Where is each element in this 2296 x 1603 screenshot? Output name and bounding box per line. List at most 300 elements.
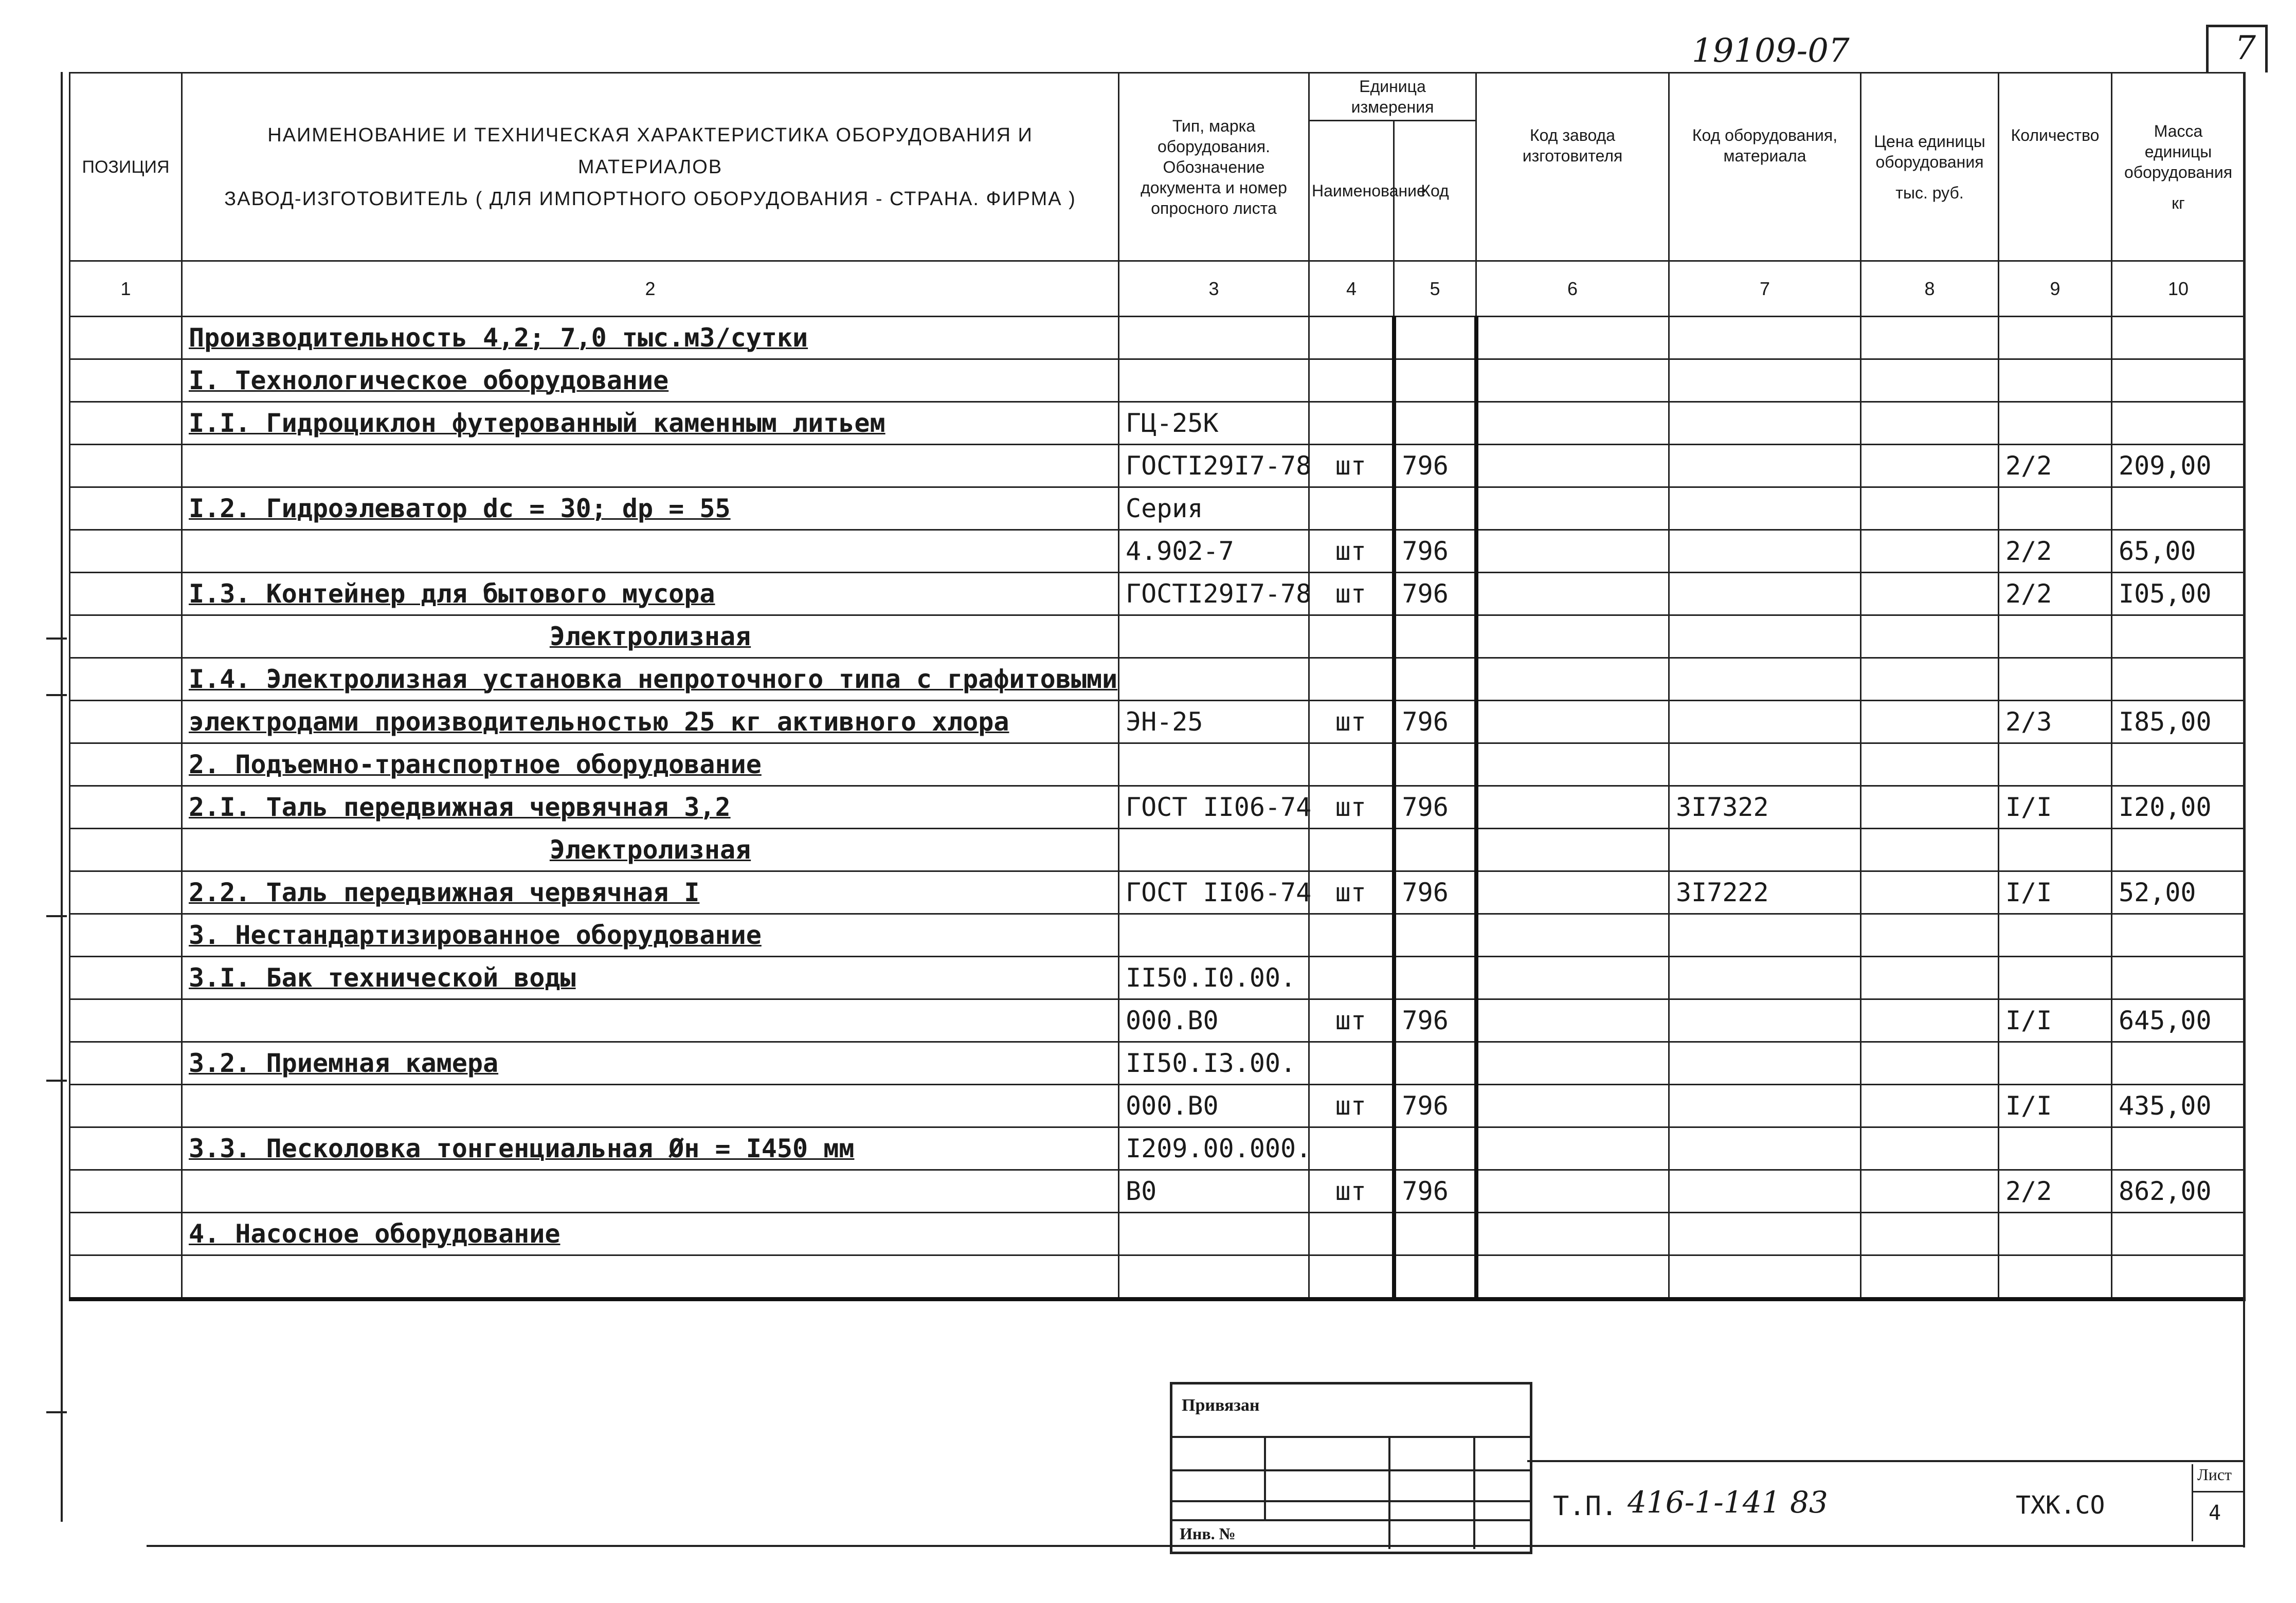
header-position: ПОЗИЦИЯ: [70, 73, 182, 261]
cell-equip: [1669, 359, 1861, 402]
margin-tick: [46, 694, 67, 696]
cell-type: ГЦ-25К: [1119, 402, 1309, 445]
cell-empty: [70, 359, 182, 402]
cell-mass: [2112, 402, 2245, 445]
cell-empty: [1861, 914, 1999, 957]
cell-qty: 2/2: [1999, 530, 2112, 573]
cell-empty: [1476, 743, 1669, 786]
cell-code: [1394, 743, 1476, 786]
stamp-col-line: [1388, 1436, 1390, 1549]
col-number: 6: [1476, 261, 1669, 317]
cell-empty: [70, 786, 182, 829]
table-row: [70, 1255, 2245, 1300]
sheet-divider: [2193, 1491, 2245, 1492]
table-row: [70, 1213, 2245, 1255]
cell-empty: [1476, 1255, 1669, 1300]
header-name-line2: ЗАВОД-ИЗГОТОВИТЕЛЬ ( ДЛЯ ИМПОРТНОГО ОБОРУДОВАНИЯ - СТРАНА. ФИРМА ): [224, 188, 1076, 210]
cell-equip: [1669, 999, 1861, 1042]
cell-mass: 435,00: [2112, 1085, 2245, 1127]
cell-empty: [1476, 402, 1669, 445]
cell-empty: [70, 914, 182, 957]
cell-equip: [1669, 1170, 1861, 1213]
header-name-line1: НАИМЕНОВАНИЕ И ТЕХНИЧЕСКАЯ ХАРАКТЕРИСТИКА ОБОРУДОВАНИЯ И МАТЕРИАЛОВ: [267, 124, 1033, 178]
cell-unit: [1309, 1255, 1394, 1300]
cell-empty: [1861, 317, 1999, 359]
cell-empty: [70, 445, 182, 487]
cell-empty: [70, 957, 182, 999]
cell-code: [1394, 914, 1476, 957]
table-row: [70, 1085, 2245, 1127]
cell-empty: [1861, 573, 1999, 615]
cell-equip: [1669, 957, 1861, 999]
cell-empty: [70, 1085, 182, 1127]
cell-unit: шт: [1309, 701, 1394, 743]
cell-name: [182, 1170, 1119, 1213]
cell-empty: [70, 615, 182, 658]
col-number: 10: [2112, 261, 2245, 317]
cell-type: ГОСТI29I7-78: [1119, 445, 1309, 487]
cell-name: Электролизная: [182, 829, 1119, 871]
cell-type: [1119, 1213, 1309, 1255]
cell-type: [1119, 359, 1309, 402]
cell-empty: [1861, 359, 1999, 402]
cell-empty: [1861, 1085, 1999, 1127]
cell-qty: I/I: [1999, 871, 2112, 914]
cell-mass: 65,00: [2112, 530, 2245, 573]
cell-mass: [2112, 487, 2245, 530]
table-row: [70, 359, 2245, 402]
cell-equip: [1669, 1213, 1861, 1255]
cell-empty: [1861, 530, 1999, 573]
specification-table: [69, 72, 2246, 1301]
col-number: 1: [70, 261, 182, 317]
cell-empty: [1861, 615, 1999, 658]
cell-qty: [1999, 487, 2112, 530]
table-row: [70, 445, 2245, 487]
cell-code: 796: [1394, 786, 1476, 829]
cell-qty: [1999, 658, 2112, 701]
cell-empty: [70, 1042, 182, 1085]
cell-code: [1394, 1213, 1476, 1255]
header-unit-code: Код: [1394, 121, 1476, 261]
cell-type: Серия: [1119, 487, 1309, 530]
cell-mass: [2112, 1042, 2245, 1085]
cell-unit: [1309, 1213, 1394, 1255]
cell-code: 796: [1394, 530, 1476, 573]
header-type: Тип, марка оборудования. Обозначение документа и номер опросного листа: [1119, 73, 1309, 261]
cell-unit: [1309, 402, 1394, 445]
table-row: [70, 615, 2245, 658]
cell-empty: [70, 573, 182, 615]
margin-tick: [46, 637, 67, 640]
col-number: 8: [1861, 261, 1999, 317]
stamp-row-line: [1172, 1469, 1530, 1471]
cell-unit: шт: [1309, 573, 1394, 615]
cell-empty: [1861, 701, 1999, 743]
cell-equip: [1669, 743, 1861, 786]
cell-empty: [1861, 1255, 1999, 1300]
cell-empty: [70, 743, 182, 786]
cell-mass: [2112, 615, 2245, 658]
cell-name: I.3. Контейнер для бытового мусора: [182, 573, 1119, 615]
stamp-row-line: [1172, 1436, 1530, 1438]
cell-empty: [1476, 999, 1669, 1042]
header-price-unit: тыс. руб.: [1895, 183, 1964, 202]
cell-qty: 2/2: [1999, 573, 2112, 615]
table-row: [70, 786, 2245, 829]
cell-unit: шт: [1309, 871, 1394, 914]
cell-empty: [70, 487, 182, 530]
cell-empty: [70, 829, 182, 871]
cell-mass: [2112, 317, 2245, 359]
cell-type: [1119, 743, 1309, 786]
cell-mass: [2112, 1213, 2245, 1255]
cell-empty: [1861, 445, 1999, 487]
cell-empty: [70, 1213, 182, 1255]
cell-name: 3. Нестандартизированное оборудование: [182, 914, 1119, 957]
cell-empty: [1861, 1127, 1999, 1170]
cell-empty: [70, 530, 182, 573]
stamp-inventory-label: Инв. №: [1180, 1524, 1236, 1543]
cell-type: В0: [1119, 1170, 1309, 1213]
cell-empty: [1861, 786, 1999, 829]
cell-qty: [1999, 829, 2112, 871]
cell-mass: 52,00: [2112, 871, 2245, 914]
cell-type: [1119, 1255, 1309, 1300]
cell-empty: [1861, 743, 1999, 786]
cell-unit: [1309, 359, 1394, 402]
cell-empty: [1861, 1213, 1999, 1255]
page-number: 7: [2235, 29, 2256, 67]
cell-mass: [2112, 359, 2245, 402]
cell-type: [1119, 317, 1309, 359]
cell-empty: [1476, 317, 1669, 359]
table-row: [70, 1170, 2245, 1213]
cell-code: [1394, 359, 1476, 402]
stamp-col-line: [1264, 1436, 1266, 1521]
cell-unit: [1309, 317, 1394, 359]
cell-unit: [1309, 1127, 1394, 1170]
column-number-row: [70, 261, 2245, 317]
margin-tick: [46, 915, 67, 917]
cell-qty: I/I: [1999, 999, 2112, 1042]
cell-equip: [1669, 487, 1861, 530]
sheet-label: Лист: [2197, 1465, 2232, 1484]
cell-code: [1394, 402, 1476, 445]
header-price: [1861, 73, 1999, 261]
cell-name: [182, 1255, 1119, 1300]
cell-empty: [1861, 957, 1999, 999]
cell-empty: [1861, 1170, 1999, 1213]
cell-unit: шт: [1309, 786, 1394, 829]
cell-code: [1394, 1255, 1476, 1300]
col-number: 4: [1309, 261, 1394, 317]
cell-equip: [1669, 1085, 1861, 1127]
cell-code: [1394, 957, 1476, 999]
table-row: [70, 658, 2245, 701]
cell-mass: 645,00: [2112, 999, 2245, 1042]
cell-equip: [1669, 615, 1861, 658]
cell-equip: 3I7322: [1669, 786, 1861, 829]
cell-equip: [1669, 445, 1861, 487]
cell-type: [1119, 615, 1309, 658]
cell-equip: [1669, 829, 1861, 871]
cell-unit: [1309, 829, 1394, 871]
cell-unit: [1309, 957, 1394, 999]
cell-empty: [1476, 957, 1669, 999]
cell-empty: [1861, 871, 1999, 914]
col-number: 7: [1669, 261, 1861, 317]
cell-empty: [1861, 487, 1999, 530]
table-row: [70, 573, 2245, 615]
cell-qty: I/I: [1999, 786, 2112, 829]
header-factory-code: Код завода изготовителя: [1476, 73, 1669, 261]
cell-code: [1394, 1042, 1476, 1085]
cell-name: Производительность 4,2; 7,0 тыс.м3/сутки: [182, 317, 1119, 359]
header-equip-code: Код оборудования, материала: [1669, 73, 1861, 261]
table-row: [70, 402, 2245, 445]
cell-qty: [1999, 359, 2112, 402]
table-row: [70, 957, 2245, 999]
cell-code: 796: [1394, 999, 1476, 1042]
cell-unit: [1309, 743, 1394, 786]
cell-qty: [1999, 615, 2112, 658]
cell-qty: 2/2: [1999, 1170, 2112, 1213]
table-row: [70, 487, 2245, 530]
cell-code: [1394, 487, 1476, 530]
cell-empty: [1476, 359, 1669, 402]
cell-empty: [1476, 615, 1669, 658]
sheet-number: 4: [2209, 1501, 2221, 1525]
cell-empty: [70, 1255, 182, 1300]
cell-unit: [1309, 615, 1394, 658]
cell-name: I.4. Электролизная установка непроточного типа с графитовыми: [182, 658, 1119, 701]
cell-empty: [1476, 658, 1669, 701]
header-name: [182, 73, 1119, 261]
cell-name: 3.2. Приемная камера: [182, 1042, 1119, 1085]
cell-type: [1119, 829, 1309, 871]
cell-equip: [1669, 658, 1861, 701]
header-mass-label: Масса единицы оборудования: [2124, 121, 2233, 181]
cell-equip: [1669, 701, 1861, 743]
cell-unit: [1309, 658, 1394, 701]
cell-code: [1394, 615, 1476, 658]
margin-tick: [46, 1080, 67, 1082]
cell-mass: [2112, 743, 2245, 786]
cell-mass: I20,00: [2112, 786, 2245, 829]
stamp-block: [1170, 1382, 1532, 1554]
cell-mass: [2112, 957, 2245, 999]
cell-mass: I85,00: [2112, 701, 2245, 743]
cell-empty: [70, 402, 182, 445]
col-number: 3: [1119, 261, 1309, 317]
frame-right-line: [2243, 72, 2245, 1547]
cell-mass: 209,00: [2112, 445, 2245, 487]
cell-empty: [1476, 1170, 1669, 1213]
cell-empty: [1476, 701, 1669, 743]
cell-unit: шт: [1309, 445, 1394, 487]
cell-mass: [2112, 1127, 2245, 1170]
cell-empty: [1476, 1042, 1669, 1085]
cell-name: [182, 445, 1119, 487]
cell-empty: [1476, 914, 1669, 957]
cell-type: [1119, 658, 1309, 701]
cell-code: [1394, 658, 1476, 701]
cell-name: 2.I. Таль передвижная червячная 3,2: [182, 786, 1119, 829]
cell-type: II50.I3.00.: [1119, 1042, 1309, 1085]
cell-code: 796: [1394, 871, 1476, 914]
tp-number: 416-1-141 83: [1628, 1485, 1828, 1520]
cell-type: II50.I0.00.: [1119, 957, 1309, 999]
cell-mass: [2112, 658, 2245, 701]
header-price-label: Цена единицы оборудования: [1874, 132, 1985, 171]
document-code: ТХК.СО: [2016, 1491, 2105, 1520]
cell-empty: [70, 658, 182, 701]
table-row: [70, 701, 2245, 743]
margin-tick: [46, 1411, 67, 1413]
cell-qty: [1999, 957, 2112, 999]
page-number-box: [2206, 25, 2268, 72]
cell-unit: шт: [1309, 999, 1394, 1042]
cell-name: 2.2. Таль передвижная червячная I: [182, 871, 1119, 914]
cell-type: ГОСТ II06-74: [1119, 871, 1309, 914]
header-mass: [2112, 73, 2245, 261]
specification-body: [70, 317, 2245, 1300]
table-row: [70, 999, 2245, 1042]
cell-empty: [70, 701, 182, 743]
cell-mass: [2112, 914, 2245, 957]
cell-empty: [1476, 573, 1669, 615]
cell-name: Электролизная: [182, 615, 1119, 658]
cell-unit: [1309, 1042, 1394, 1085]
cell-name: электродами производительностью 25 кг активного хлора: [182, 701, 1119, 743]
cell-empty: [1861, 402, 1999, 445]
cell-code: 796: [1394, 573, 1476, 615]
cell-type: ГОСТ II06-74: [1119, 786, 1309, 829]
cell-code: 796: [1394, 701, 1476, 743]
cell-equip: [1669, 317, 1861, 359]
cell-empty: [70, 871, 182, 914]
stamp-row-line: [1172, 1519, 1530, 1521]
cell-name: 4. Насосное оборудование: [182, 1213, 1119, 1255]
cell-qty: [1999, 402, 2112, 445]
cell-equip: [1669, 530, 1861, 573]
cell-empty: [1476, 1085, 1669, 1127]
cell-type: I209.00.000.: [1119, 1127, 1309, 1170]
table-row: [70, 829, 2245, 871]
cell-name: [182, 1085, 1119, 1127]
cell-qty: [1999, 1042, 2112, 1085]
table-row: [70, 914, 2245, 957]
cell-empty: [1476, 786, 1669, 829]
table-row: [70, 1127, 2245, 1170]
cell-code: 796: [1394, 445, 1476, 487]
cell-qty: [1999, 1127, 2112, 1170]
cell-code: [1394, 317, 1476, 359]
col-number: 9: [1999, 261, 2112, 317]
cell-empty: [1861, 1042, 1999, 1085]
cell-empty: [1476, 1213, 1669, 1255]
cell-empty: [1476, 445, 1669, 487]
cell-qty: [1999, 1255, 2112, 1300]
cell-qty: 2/3: [1999, 701, 2112, 743]
cell-equip: [1669, 402, 1861, 445]
stamp-title-top-line: [1527, 1460, 2245, 1462]
cell-name: [182, 530, 1119, 573]
cell-empty: [1861, 999, 1999, 1042]
cell-empty: [1861, 658, 1999, 701]
cell-type: 000.В0: [1119, 999, 1309, 1042]
cell-unit: шт: [1309, 530, 1394, 573]
document-number: 19109-07: [1692, 32, 1850, 70]
cell-type: 4.902-7: [1119, 530, 1309, 573]
stamp-attached-label: Привязан: [1182, 1396, 1260, 1415]
header-quantity: Количество: [1999, 73, 2112, 261]
col-number: 2: [182, 261, 1119, 317]
cell-qty: 2/2: [1999, 445, 2112, 487]
cell-empty: [1476, 487, 1669, 530]
table-row: [70, 871, 2245, 914]
cell-mass: [2112, 1255, 2245, 1300]
table-row: [70, 743, 2245, 786]
col-number: 5: [1394, 261, 1476, 317]
cell-unit: шт: [1309, 1170, 1394, 1213]
cell-empty: [1476, 871, 1669, 914]
table-row: [70, 1042, 2245, 1085]
cell-name: 2. Подъемно-транспортное оборудование: [182, 743, 1119, 786]
cell-unit: [1309, 914, 1394, 957]
cell-mass: [2112, 829, 2245, 871]
cell-type: ГОСТI29I7-78: [1119, 573, 1309, 615]
cell-code: 796: [1394, 1085, 1476, 1127]
cell-empty: [70, 317, 182, 359]
cell-equip: [1669, 1042, 1861, 1085]
cell-name: I.I. Гидроциклон футерованный каменным литьем: [182, 402, 1119, 445]
cell-qty: I/I: [1999, 1085, 2112, 1127]
cell-mass: 862,00: [2112, 1170, 2245, 1213]
cell-name: 3.3. Песколовка тонгенциальная Øн = I450 мм: [182, 1127, 1119, 1170]
cell-equip: [1669, 1255, 1861, 1300]
cell-unit: [1309, 487, 1394, 530]
cell-code: [1394, 829, 1476, 871]
cell-mass: I05,00: [2112, 573, 2245, 615]
cell-empty: [1476, 530, 1669, 573]
cell-equip: 3I7222: [1669, 871, 1861, 914]
cell-unit: шт: [1309, 1085, 1394, 1127]
cell-type: [1119, 914, 1309, 957]
cell-qty: [1999, 914, 2112, 957]
stamp-row-line: [1172, 1500, 1530, 1502]
header-mass-unit: кг: [2172, 193, 2185, 212]
sheet-box: [2192, 1464, 2245, 1541]
cell-empty: [70, 1127, 182, 1170]
cell-qty: [1999, 1213, 2112, 1255]
table-row: [70, 530, 2245, 573]
stamp-col-line: [1473, 1436, 1475, 1549]
table-row: [70, 317, 2245, 359]
tp-label: Т.П.: [1553, 1491, 1618, 1522]
cell-type: 000.В0: [1119, 1085, 1309, 1127]
header-unit-name: Наименование: [1309, 121, 1394, 261]
cell-equip: [1669, 1127, 1861, 1170]
cell-empty: [1476, 1127, 1669, 1170]
cell-name: I.2. Гидроэлеватор dc = 30; dp = 55: [182, 487, 1119, 530]
cell-empty: [1861, 829, 1999, 871]
cell-name: 3.I. Бак технической воды: [182, 957, 1119, 999]
cell-code: [1394, 1127, 1476, 1170]
cell-empty: [1476, 829, 1669, 871]
cell-empty: [70, 999, 182, 1042]
